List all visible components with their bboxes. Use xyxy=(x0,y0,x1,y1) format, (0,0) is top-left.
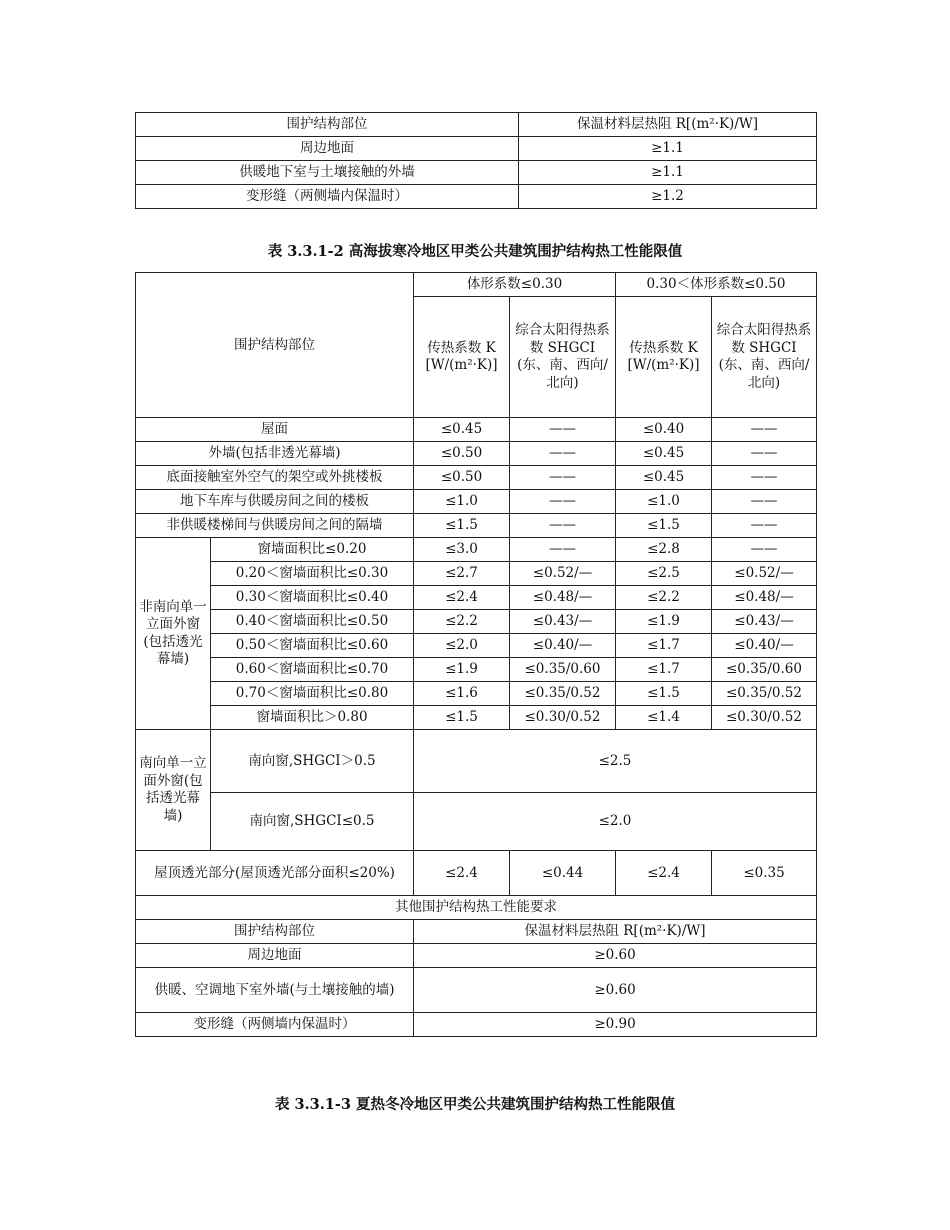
table-row xyxy=(136,185,817,209)
table-row xyxy=(136,658,817,682)
table-cell: ≤1.4 xyxy=(616,706,712,730)
table-cell: ≤0.35/0.60 xyxy=(712,658,817,682)
table-row xyxy=(136,1013,817,1037)
table-cell: ≤1.0 xyxy=(616,490,712,514)
table-cell: ≤0.52/— xyxy=(510,562,616,586)
header-cell: 围护结构部位 xyxy=(136,113,519,137)
table-cell: ≤1.9 xyxy=(414,658,510,682)
table-cell: 南向窗,SHGCI＞0.5 xyxy=(211,730,414,793)
table-row xyxy=(136,586,817,610)
ground-insulation-table xyxy=(135,112,817,209)
table-caption: 表 3.3.1-3 夏热冬冷地区甲类公共建筑围护结构热工性能限值 xyxy=(274,1096,676,1113)
table-cell: —— xyxy=(712,490,817,514)
table-cell: ≤0.45 xyxy=(616,442,712,466)
table-row xyxy=(136,944,817,968)
table-cell: ≤1.9 xyxy=(616,610,712,634)
table-cell: ≤0.44 xyxy=(510,851,616,896)
table-cell: ≤2.7 xyxy=(414,562,510,586)
table-row xyxy=(136,418,817,442)
table-cell: ≤1.5 xyxy=(616,682,712,706)
table-cell: —— xyxy=(712,418,817,442)
header-cell: 传热系数 K [W/(m²·K)] xyxy=(414,297,510,418)
header-cell: 围护结构部位 xyxy=(136,920,414,944)
table-row xyxy=(136,682,817,706)
table-cell: ≤0.40/— xyxy=(510,634,616,658)
table-cell: —— xyxy=(510,418,616,442)
table-cell: ≤2.2 xyxy=(616,586,712,610)
table-cell: ≤1.5 xyxy=(414,706,510,730)
header-cell: 围护结构部位 xyxy=(136,273,414,418)
table-cell: 地下车库与供暖房间之间的楼板 xyxy=(136,490,414,514)
table-cell: ≤0.45 xyxy=(616,466,712,490)
table-cell: ≤1.0 xyxy=(414,490,510,514)
table-cell: ≥1.1 xyxy=(519,161,817,185)
table-cell: ≤0.43/— xyxy=(712,610,817,634)
table-cell: 窗墙面积比≤0.20 xyxy=(211,538,414,562)
table-cell: ≤2.4 xyxy=(414,851,510,896)
table-cell: ≤0.48/— xyxy=(712,586,817,610)
table-cell: 窗墙面积比＞0.80 xyxy=(211,706,414,730)
table-row xyxy=(136,442,817,466)
table-cell: 变形缝（两侧墙内保温时） xyxy=(136,185,519,209)
table-cell: ≤0.40/— xyxy=(712,634,817,658)
table-row xyxy=(136,610,817,634)
table-row xyxy=(136,273,817,297)
header-cell: 体形系数≤0.30 xyxy=(414,273,616,297)
table-cell: ≤3.0 xyxy=(414,538,510,562)
table-cell: 周边地面 xyxy=(136,944,414,968)
table-cell: ≤0.48/— xyxy=(510,586,616,610)
table-cell: ≤2.5 xyxy=(414,730,817,793)
table-cell: ≤1.6 xyxy=(414,682,510,706)
table-cell: —— xyxy=(510,466,616,490)
header-cell: 保温材料层热阻 R[(m²·K)/W] xyxy=(519,113,817,137)
table-cell: ≤0.40 xyxy=(616,418,712,442)
header-cell: 保温材料层热阻 R[(m²·K)/W] xyxy=(414,920,817,944)
table-cell: 外墙(包括非透光幕墙) xyxy=(136,442,414,466)
table-cell: ≥1.1 xyxy=(519,137,817,161)
table-row xyxy=(136,514,817,538)
table-cell: ≤2.5 xyxy=(616,562,712,586)
table-cell: ≤0.43/— xyxy=(510,610,616,634)
table-caption: 表 3.3.1-2 高海拔寒冷地区甲类公共建筑围护结构热工性能限值 xyxy=(267,243,683,260)
table-cell: 0.50＜窗墙面积比≤0.60 xyxy=(211,634,414,658)
table-cell: —— xyxy=(712,466,817,490)
table-cell: 南向窗,SHGCI≤0.5 xyxy=(211,793,414,851)
table-row xyxy=(136,634,817,658)
table-cell: —— xyxy=(510,538,616,562)
table-cell: ≥0.60 xyxy=(414,944,817,968)
table-cell: 0.40＜窗墙面积比≤0.50 xyxy=(211,610,414,634)
table-cell: ≤2.2 xyxy=(414,610,510,634)
table-cell: ≤0.30/0.52 xyxy=(510,706,616,730)
header-cell: 传热系数 K [W/(m²·K)] xyxy=(616,297,712,418)
table-cell: 0.20＜窗墙面积比≤0.30 xyxy=(211,562,414,586)
table-cell: ≤2.4 xyxy=(616,851,712,896)
table-cell: ≤1.5 xyxy=(616,514,712,538)
table-cell: 供暖地下室与土壤接触的外墙 xyxy=(136,161,519,185)
table-cell: ≤0.45 xyxy=(414,418,510,442)
table-row xyxy=(136,968,817,1013)
table-cell: ≤1.7 xyxy=(616,634,712,658)
header-cell: 综合太阳得热系数 SHGCI (东、南、西向/北向) xyxy=(712,297,817,418)
table-row xyxy=(136,538,817,562)
table-cell: ≤0.35/0.60 xyxy=(510,658,616,682)
table-row xyxy=(136,793,817,851)
table-cell: ≥0.90 xyxy=(414,1013,817,1037)
table-cell: ≤0.50 xyxy=(414,466,510,490)
table-cell: ≤0.52/— xyxy=(712,562,817,586)
table-cell: 底面接触室外空气的架空或外挑楼板 xyxy=(136,466,414,490)
table-cell: —— xyxy=(712,442,817,466)
table-cell: —— xyxy=(510,442,616,466)
table-cell: —— xyxy=(510,514,616,538)
table-row xyxy=(136,851,817,896)
table-cell: ≤0.30/0.52 xyxy=(712,706,817,730)
table-cell: 屋面 xyxy=(136,418,414,442)
table-cell: 变形缝（两侧墙内保温时） xyxy=(136,1013,414,1037)
table-cell: 供暖、空调地下室外墙(与土壤接触的墙) xyxy=(136,968,414,1013)
table-cell: ≥1.2 xyxy=(519,185,817,209)
table-row xyxy=(136,137,817,161)
table-cell: 屋顶透光部分(屋顶透光部分面积≤20%) xyxy=(136,851,414,896)
section-title-cell: 其他围护结构热工性能要求 xyxy=(136,896,817,920)
header-cell: 0.30＜体形系数≤0.50 xyxy=(616,273,817,297)
table-cell: 非供暖楼梯间与供暖房间之间的隔墙 xyxy=(136,514,414,538)
table-cell: ≤0.35 xyxy=(712,851,817,896)
table-row xyxy=(136,730,817,793)
table-cell: ≤2.8 xyxy=(616,538,712,562)
table-cell: 0.70＜窗墙面积比≤0.80 xyxy=(211,682,414,706)
table-cell: —— xyxy=(712,538,817,562)
table-cell: ≤1.7 xyxy=(616,658,712,682)
table-cell: ≤2.0 xyxy=(414,634,510,658)
table-cell: —— xyxy=(712,514,817,538)
table-row xyxy=(136,562,817,586)
header-cell: 综合太阳得热系数 SHGCI (东、南、西向/北向) xyxy=(510,297,616,418)
window-group-cell: 非南向单一立面外窗(包括透光幕墙) xyxy=(136,538,211,730)
table-cell: ≤2.4 xyxy=(414,586,510,610)
table-row xyxy=(136,490,817,514)
table-cell: ≥0.60 xyxy=(414,968,817,1013)
table-cell: —— xyxy=(510,490,616,514)
table-row xyxy=(136,920,817,944)
table-row xyxy=(136,113,817,137)
table-cell: ≤2.0 xyxy=(414,793,817,851)
table-cell: 0.60＜窗墙面积比≤0.70 xyxy=(211,658,414,682)
envelope-thermal-table xyxy=(135,272,817,1037)
table-cell: ≤0.35/0.52 xyxy=(712,682,817,706)
table-row xyxy=(136,896,817,920)
table-cell: ≤0.50 xyxy=(414,442,510,466)
table-cell: ≤1.5 xyxy=(414,514,510,538)
table-cell: ≤0.35/0.52 xyxy=(510,682,616,706)
table-row xyxy=(136,161,817,185)
table-cell: 0.30＜窗墙面积比≤0.40 xyxy=(211,586,414,610)
table-cell: 周边地面 xyxy=(136,137,519,161)
south-group-cell: 南向单一立面外窗(包括透光幕墙) xyxy=(136,730,211,851)
table-row xyxy=(136,706,817,730)
table-row xyxy=(136,466,817,490)
